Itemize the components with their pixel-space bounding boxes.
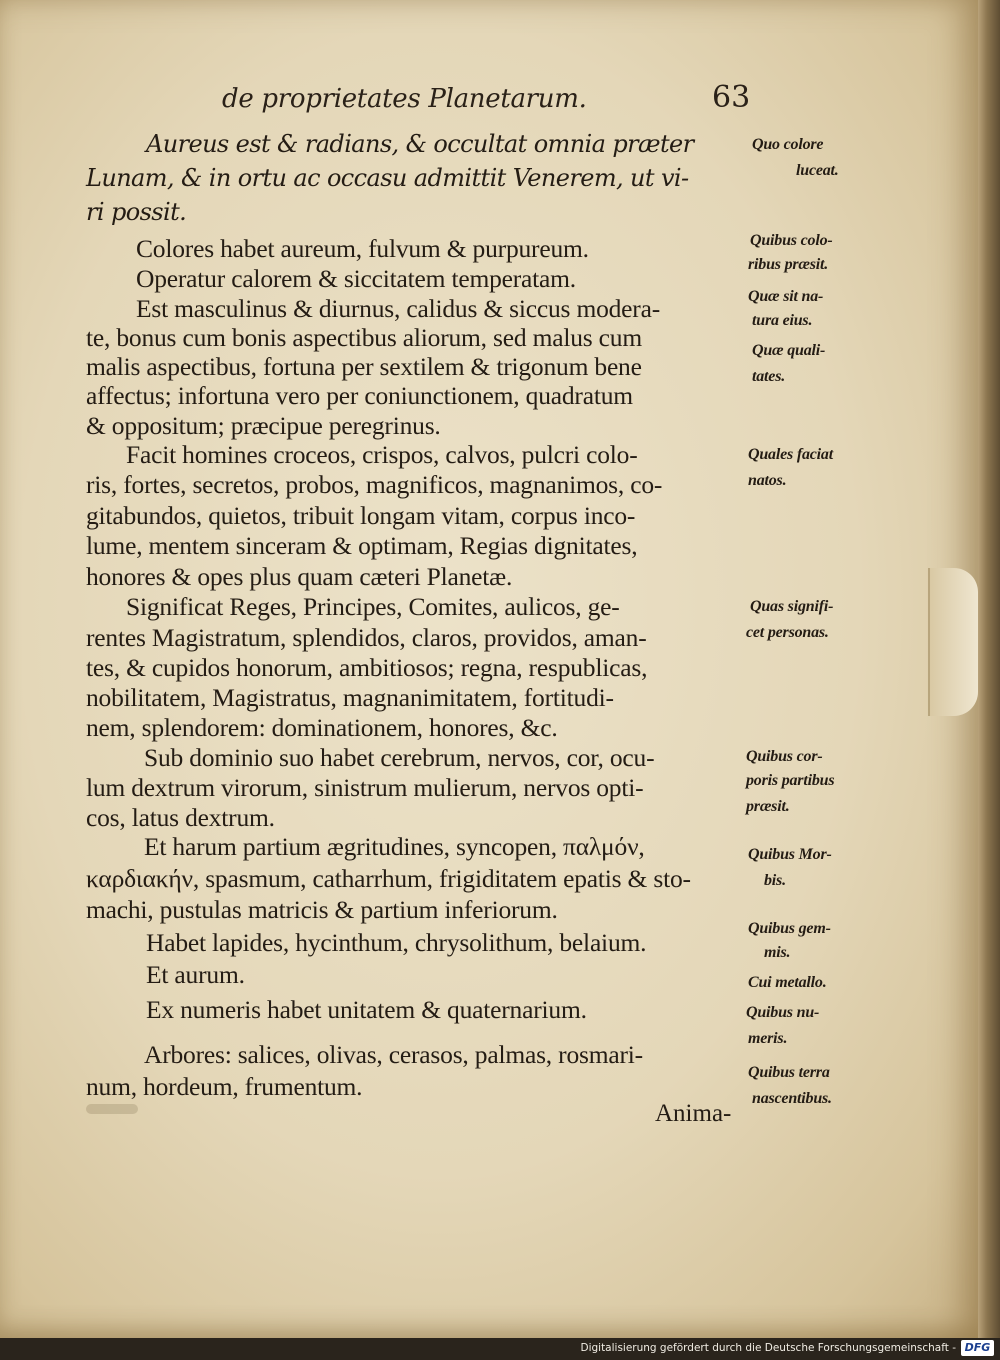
text-line: num, hordeum, frumentum.	[86, 1072, 363, 1101]
margin-note: Quibus terra	[748, 1064, 830, 1081]
text-line: Significat Reges, Principes, Comites, aulicos, ge-	[126, 592, 620, 621]
text-line: Sub dominio suo habet cerebrum, nervos, cor, ocu-	[144, 743, 655, 772]
margin-note: ribus præsit.	[748, 256, 829, 273]
margin-note: Quales faciat	[748, 446, 833, 463]
text-line: machi, pustulas matricis & partium inferiorum.	[86, 895, 558, 924]
text-line: cos, latus dextrum.	[86, 803, 275, 832]
margin-note: Quo colore	[752, 136, 824, 153]
dfg-logo[interactable]: DFG	[961, 1340, 994, 1356]
footer-credit: Digitalisierung gefördert durch die Deutsche Forschungsgemeinschaft -	[580, 1342, 956, 1354]
text-line: Et aurum.	[146, 960, 245, 989]
catchword: Anima-	[655, 1100, 732, 1127]
book-edge	[978, 0, 1000, 1338]
margin-note: Quibus colo-	[750, 232, 833, 249]
text-line: nem, splendorem: dominationem, honores, &c.	[86, 713, 558, 742]
ink-smudge	[86, 1104, 138, 1114]
text-line: ri possit.	[86, 198, 187, 226]
margin-note: tura eius.	[752, 312, 813, 329]
text-line: malis aspectibus, fortuna per sextilem & trigonum bene	[86, 352, 642, 381]
page-number: 63	[712, 80, 751, 115]
text-line: te, bonus cum bonis aspectibus aliorum, sed malus cum	[86, 323, 642, 352]
text-line: Est masculinus & diurnus, calidus & siccus modera-	[136, 294, 660, 323]
text-line: rentes Magistratum, splendidos, claros, providos, aman-	[86, 623, 647, 652]
page-clip	[930, 568, 978, 716]
margin-note: Quibus cor-	[746, 748, 823, 765]
margin-note: Quæ sit na-	[748, 288, 824, 305]
text-line: & oppositum; præcipue peregrinus.	[86, 411, 441, 440]
margin-note: natos.	[748, 472, 787, 489]
margin-note: bis.	[764, 872, 786, 889]
text-line: Aureus est & radians, & occultat omnia præter	[146, 130, 694, 158]
text-line: ris, fortes, secretos, probos, magnificos, magnanimos, co-	[86, 470, 663, 499]
text-line: gitabundos, quietos, tribuit longam vitam, corpus inco-	[86, 501, 636, 530]
margin-note: nascentibus.	[752, 1090, 832, 1107]
margin-note: Quibus Mor-	[748, 846, 832, 863]
margin-note: mis.	[764, 944, 791, 961]
text-line: Arbores: salices, olivas, cerasos, palmas, rosmari-	[144, 1040, 643, 1069]
margin-note: Cui metallo.	[748, 974, 827, 991]
text-line: καρδιακήν, spasmum, catharrhum, frigiditatem epatis & sto-	[86, 864, 691, 893]
text-line: lum dextrum virorum, sinistrum mulierum, nervos opti-	[86, 773, 644, 802]
margin-note: meris.	[748, 1030, 788, 1047]
text-line: tes, & cupidos honorum, ambitiosos; regna, respublicas,	[86, 653, 648, 682]
text-line: lume, mentem sinceram & optimam, Regias dignitates,	[86, 531, 638, 560]
margin-note: cet personas.	[746, 624, 829, 641]
margin-note: Quibus nu-	[746, 1004, 820, 1021]
text-line: Operatur calorem & siccitatem temperatam.	[136, 264, 576, 293]
margin-note: Quibus gem-	[748, 920, 831, 937]
margin-note: tates.	[752, 368, 786, 385]
margin-note: Quæ quali-	[752, 342, 826, 359]
margin-note: Quas signifi-	[750, 598, 834, 615]
text-line: Et harum partium ægritudines, syncopen, παλμόν,	[144, 832, 645, 861]
text-line: nobilitatem, Magistratus, magnanimitatem, fortitudi-	[86, 683, 614, 712]
text-line: Ex numeris habet unitatem & quaternarium.	[146, 995, 587, 1024]
text-line: Habet lapides, hycinthum, chrysolithum, belaium.	[146, 928, 647, 957]
margin-note: poris partibus	[746, 772, 835, 789]
text-line: affectus; infortuna vero per coniunctionem, quadratum	[86, 381, 633, 410]
text-line: honores & opes plus quam cæteri Planetæ.	[86, 562, 513, 591]
margin-note: præsit.	[746, 798, 790, 815]
text-line: Facit homines croceos, crispos, calvos, pulcri colo-	[126, 440, 638, 469]
text-line: Lunam, & in ortu ac occasu admittit Venerem, ut vi-	[86, 164, 689, 192]
margin-note: luceat.	[796, 162, 839, 179]
text-line: Colores habet aureum, fulvum & purpureum.	[136, 234, 589, 263]
running-head: de proprietates Planetarum.	[222, 84, 587, 114]
